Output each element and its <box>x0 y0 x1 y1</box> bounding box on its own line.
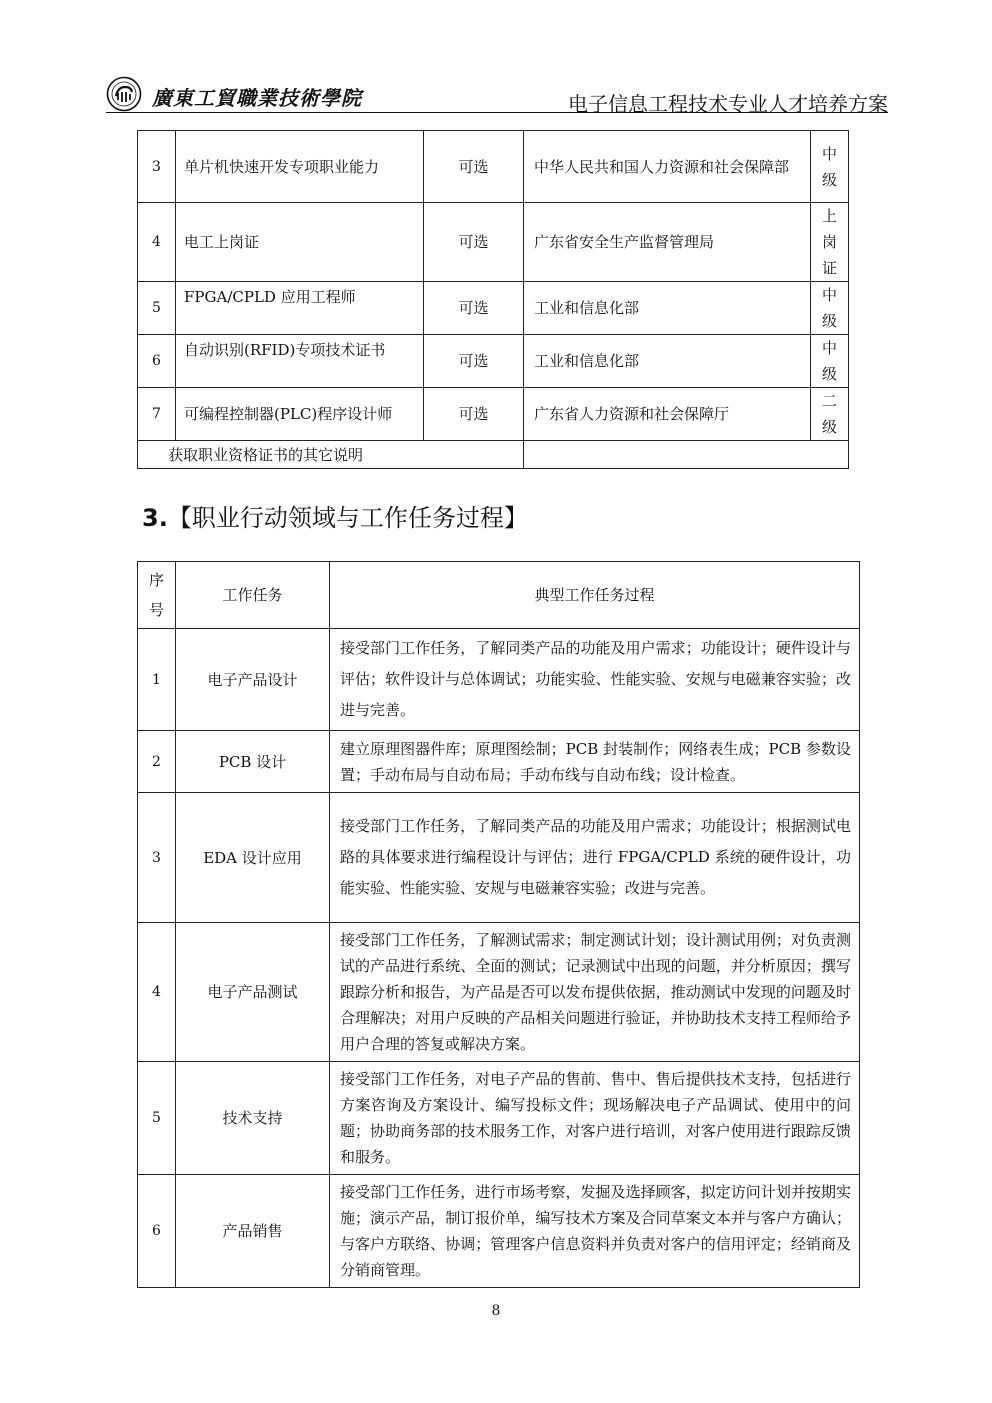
task-num: 1 <box>138 629 176 731</box>
other-note-value <box>524 441 849 469</box>
table-row <box>138 1175 860 1288</box>
other-note-label: 获取职业资格证书的其它说明 <box>138 441 524 469</box>
task-process: 接受部门工作任务，了解同类产品的功能及用户需求；功能设计；根据测试电路的具体要求进行编程设计与评估；进行 FPGA/CPLD 系统的硬件设计，功能实验、性能实验、安规与电磁兼容实验；改进与完善。 <box>330 793 860 923</box>
program-title: 电子信息工程技术专业人才培养方案 <box>568 92 888 116</box>
table-row <box>138 282 849 335</box>
task-process: 接受部门工作任务，了解同类产品的功能及用户需求；功能设计；硬件设计与评估；软件设计与总体调试；功能实验、性能实验、安规与电磁兼容实验；改进与完善。 <box>330 629 860 731</box>
task-process: 接受部门工作任务，进行市场考察，发掘及选择顾客，拟定访问计划并按期实施；演示产品，制订报价单，编写技术方案及合同草案文本并与客户方确认；与客户方联络、协调；管理客户信息资料并负责对客户的信用评定；经销商及分销商管理。 <box>330 1175 860 1288</box>
cert-level: 上岗证 <box>811 203 849 282</box>
cert-required: 可选 <box>424 282 524 335</box>
header-process: 典型工作任务过程 <box>330 562 860 629</box>
task-name: 产品销售 <box>176 1175 330 1288</box>
header-num: 序号 <box>138 562 176 629</box>
table-row <box>138 203 849 282</box>
task-name: 技术支持 <box>176 1062 330 1175</box>
cert-issuer: 工业和信息化部 <box>524 282 811 335</box>
cert-name: 电工上岗证 <box>176 203 424 282</box>
cert-num: 3 <box>138 131 176 203</box>
cert-issuer: 中华人民共和国人力资源和社会保障部 <box>524 131 811 203</box>
cert-num: 4 <box>138 203 176 282</box>
table-row <box>138 335 849 388</box>
cert-required: 可选 <box>424 203 524 282</box>
header-task: 工作任务 <box>176 562 330 629</box>
task-name: EDA 设计应用 <box>176 793 330 923</box>
task-num: 6 <box>138 1175 176 1288</box>
task-process: 接受部门工作任务，了解测试需求；制定测试计划；设计测试用例；对负责测试的产品进行系统、全面的测试；记录测试中出现的问题，并分析原因；撰写跟踪分析和报告，为产品是否可以发布提供依据，推动测试中发现的问题及时合理解决；对用户反映的产品相关问题进行验证，并协助技术支持工程师给予用户合理的答复或解决方案。 <box>330 923 860 1062</box>
cert-required: 可选 <box>424 131 524 203</box>
cert-issuer: 工业和信息化部 <box>524 335 811 388</box>
cert-num: 6 <box>138 335 176 388</box>
task-num: 5 <box>138 1062 176 1175</box>
task-name: 电子产品设计 <box>176 629 330 731</box>
cert-required: 可选 <box>424 335 524 388</box>
header-divider <box>106 112 888 113</box>
table-row <box>138 388 849 441</box>
page-header <box>106 72 888 116</box>
task-num: 4 <box>138 923 176 1062</box>
school-name: 廣東工貿職業技術學院 <box>152 86 362 110</box>
table-header-row <box>138 562 860 629</box>
certificate-table <box>137 130 849 469</box>
table-row <box>138 731 860 793</box>
cert-num: 7 <box>138 388 176 441</box>
section-heading <box>142 498 528 533</box>
table-row <box>138 441 849 469</box>
cert-issuer: 广东省安全生产监督管理局 <box>524 203 811 282</box>
task-name: PCB 设计 <box>176 731 330 793</box>
table-row <box>138 923 860 1062</box>
table-row <box>138 1062 860 1175</box>
task-num: 2 <box>138 731 176 793</box>
cert-name: 单片机快速开发专项职业能力 <box>176 131 424 203</box>
cert-level: 二级 <box>811 388 849 441</box>
cert-required: 可选 <box>424 388 524 441</box>
table-row <box>138 629 860 731</box>
cert-level: 中级 <box>811 282 849 335</box>
task-process: 建立原理图器件库；原理图绘制；PCB 封装制作；网络表生成；PCB 参数设置；手动布局与自动布局；手动布线与自动布线；设计检查。 <box>330 731 860 793</box>
table-row <box>138 131 849 203</box>
page-number: 8 <box>491 1303 501 1319</box>
table-row <box>138 793 860 923</box>
cert-name: FPGA/CPLD 应用工程师 <box>176 282 424 335</box>
cert-name: 可编程控制器(PLC)程序设计师 <box>176 388 424 441</box>
cert-level: 中级 <box>811 335 849 388</box>
cert-name: 自动识别(RFID)专项技术证书 <box>176 335 424 388</box>
cert-num: 5 <box>138 282 176 335</box>
cert-issuer: 广东省人力资源和社会保障厅 <box>524 388 811 441</box>
college-emblem-icon <box>106 76 142 112</box>
cert-level: 中级 <box>811 131 849 203</box>
section-title-text: 【职业行动领域与工作任务过程】 <box>167 504 528 532</box>
work-task-table <box>137 561 860 1288</box>
task-process: 接受部门工作任务，对电子产品的售前、售中、售后提供技术支持，包括进行方案咨询及方案设计、编写投标文件；现场解决电子产品调试、使用中的问题；协助商务部的技术服务工作，对客户进行培训，对客户使用进行跟踪反馈和服务。 <box>330 1062 860 1175</box>
task-name: 电子产品测试 <box>176 923 330 1062</box>
task-num: 3 <box>138 793 176 923</box>
section-number: 3. <box>142 504 168 532</box>
